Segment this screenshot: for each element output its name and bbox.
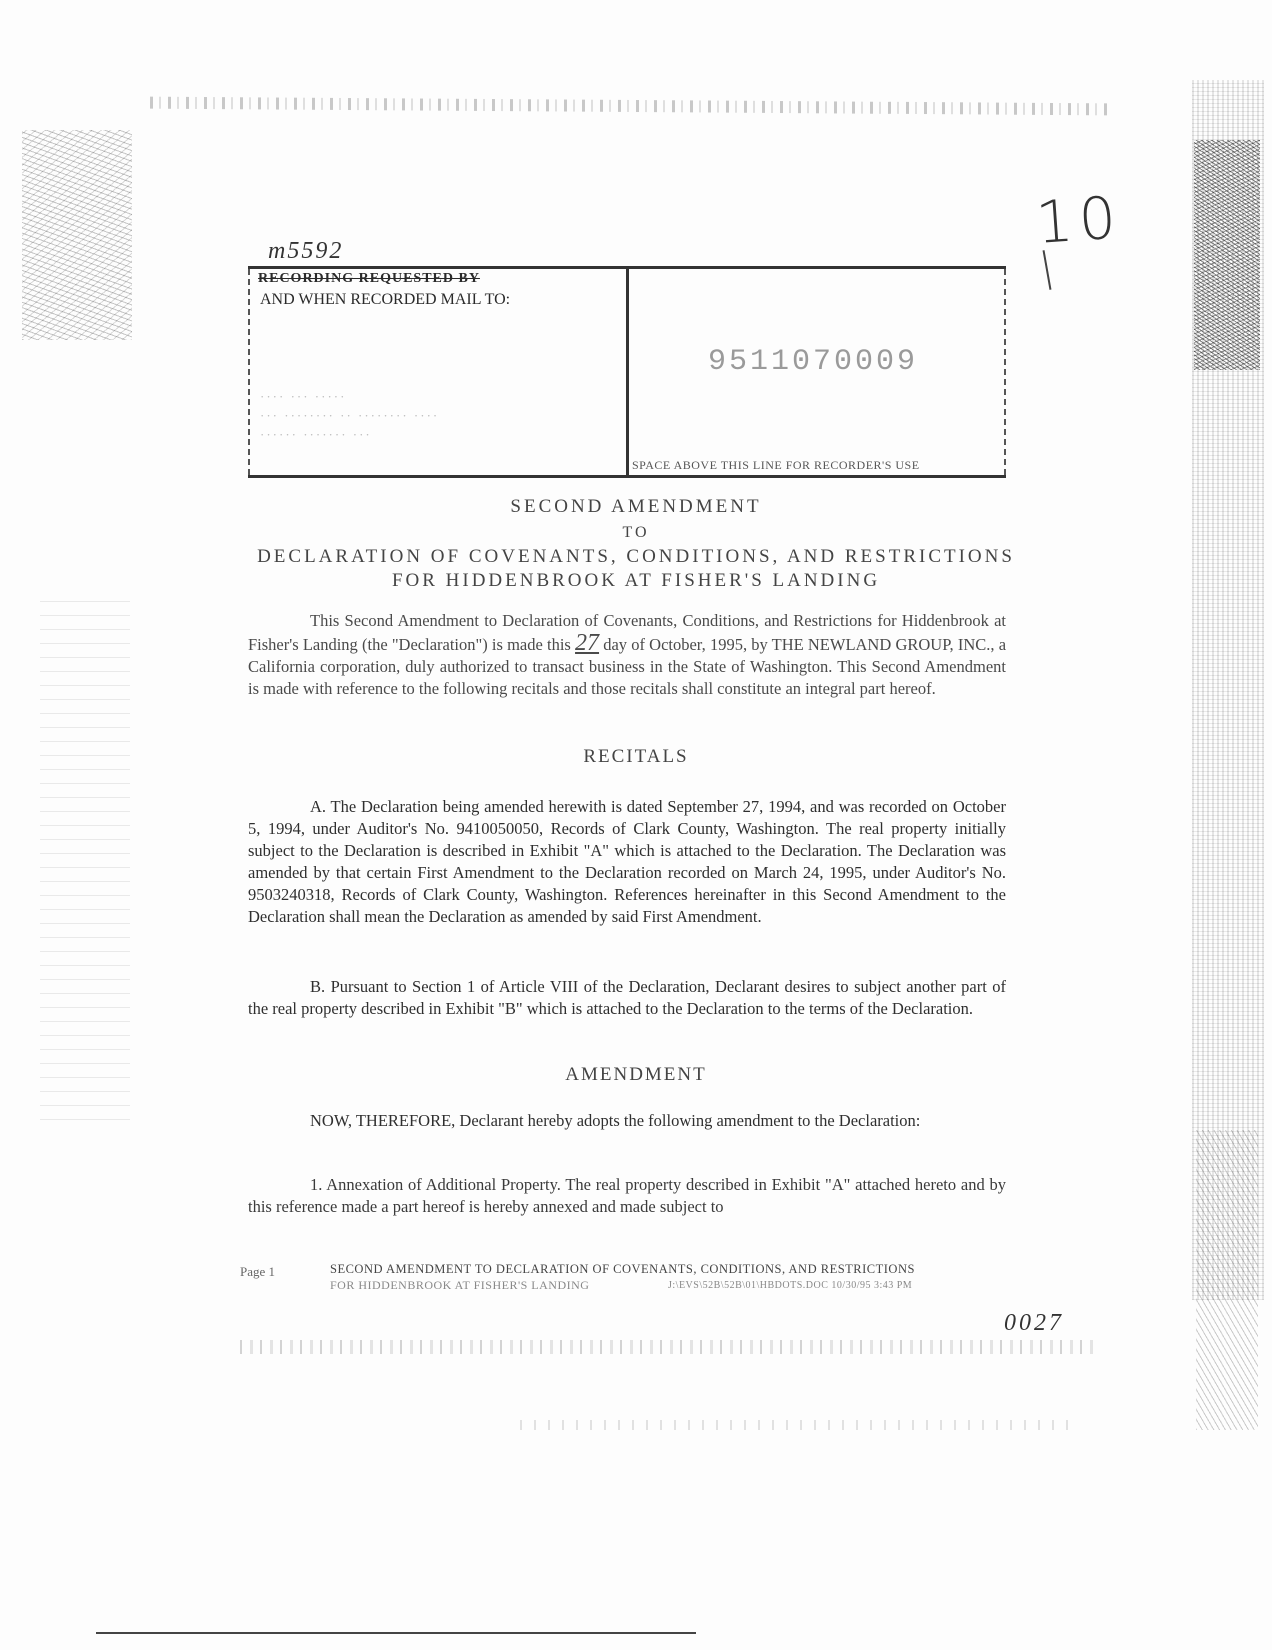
amendment-heading: AMENDMENT (565, 1064, 707, 1085)
scan-streak-top (150, 97, 1110, 116)
handwritten-day: 27 (575, 630, 600, 656)
scan-streak-bottom (240, 1340, 1100, 1354)
intro-after-day: day of October, 1995, by THE NEWLAND GROUP, INC., a California corporation, duly authorized to transact business in the State of Washington. This Second Amendment is made with reference to the following recitals and those recitals shall constitute an integral part hereof. (248, 635, 1007, 698)
recital-a: A. The Declaration being amended herewith is dated September 27, 1994, and was recorded on October 5, 1994, under Auditor's No. 9410050050, Records of Clark County, Washington. The real property initially subject to the Declaration is described in Exhibit "A" which is attached to the Declaration. The Declaration was amended by that certain First Amendment to the Declaration recorded on March 24, 1995, under Auditor's No. 9503240318, Records of Clark County, Washington. References hereinafter in this Second Amendment to the Declaration shall mean the Declaration as amended by said First Amendment. (248, 797, 1006, 926)
scan-noise-right-lower (1196, 1130, 1258, 1430)
intro-paragraph (248, 610, 1006, 700)
annexation-paragraph: 1. Annexation of Additional Property. The real property described in Exhibit "A" attached hereto and by this reference made a part hereof is hereby annexed and made subject to (248, 1175, 1006, 1216)
scan-noise-left (22, 130, 132, 340)
footer-page-number: Page 1 (240, 1264, 276, 1279)
title-line-3: DECLARATION OF COVENANTS, CONDITIONS, AND RESTRICTIONS (257, 546, 1015, 567)
page-code: 0027 (1004, 1310, 1064, 1336)
faded-mailing-address: ···· ··· ····· ··· ········ ·· ········ ···· ······ ······· ··· (260, 389, 440, 442)
scan-noise-left-mid (40, 600, 130, 1120)
recorder-use-note: SPACE ABOVE THIS LINE FOR RECORDER'S USE (632, 458, 920, 472)
recitals-heading: RECITALS (583, 746, 689, 767)
recorded-mail-to-label: AND WHEN RECORDED MAIL TO: (260, 291, 511, 308)
recording-box-right-edge (1004, 269, 1006, 475)
now-therefore-paragraph: NOW, THEREFORE, Declarant hereby adopts the following amendment to the Declaration: (310, 1111, 921, 1130)
scan-streak-bottom-2 (520, 1420, 1080, 1430)
recording-box (248, 266, 1006, 478)
title-line-4: FOR HIDDENBROOK AT FISHER'S LANDING (391, 570, 881, 591)
title-line-2: TO (622, 524, 650, 541)
scan-noise-right-dark (1194, 140, 1260, 370)
recital-b: B. Pursuant to Section 1 of Article VIII of the Declaration, Declarant desires to subject another part of the real property described in Exhibit "B" which is attached to the Declaration to the terms of the Declaration. (248, 977, 1006, 1018)
footer-file-reference: J:\EVS\52B\52B\01\HBDOTS.DOC 10/30/95 3:43 PM (668, 1280, 913, 1291)
recording-requested-label: RECORDING REQUESTED BY (258, 271, 480, 286)
recording-box-left (248, 269, 629, 475)
handwritten-number: 10 (1033, 183, 1125, 257)
recording-number: 9511070009 (708, 345, 919, 379)
footer-document-title: SECOND AMENDMENT TO DECLARATION OF COVENANTS, CONDITIONS, AND RESTRICTIONS (330, 1262, 915, 1276)
footer-document-subtitle: FOR HIDDENBROOK AT FISHER'S LANDING (330, 1278, 590, 1292)
handwritten-ref-mark: m5592 (268, 238, 344, 264)
intro-before-day: This Second Amendment to Declaration of Covenants, Conditions, and Restrictions for Hiddenbrook at Fisher's Landing (the "Declaration") is made this (248, 611, 1006, 654)
bottom-rule (96, 1632, 696, 1634)
title-line-1: SECOND AMENDMENT (510, 496, 762, 517)
